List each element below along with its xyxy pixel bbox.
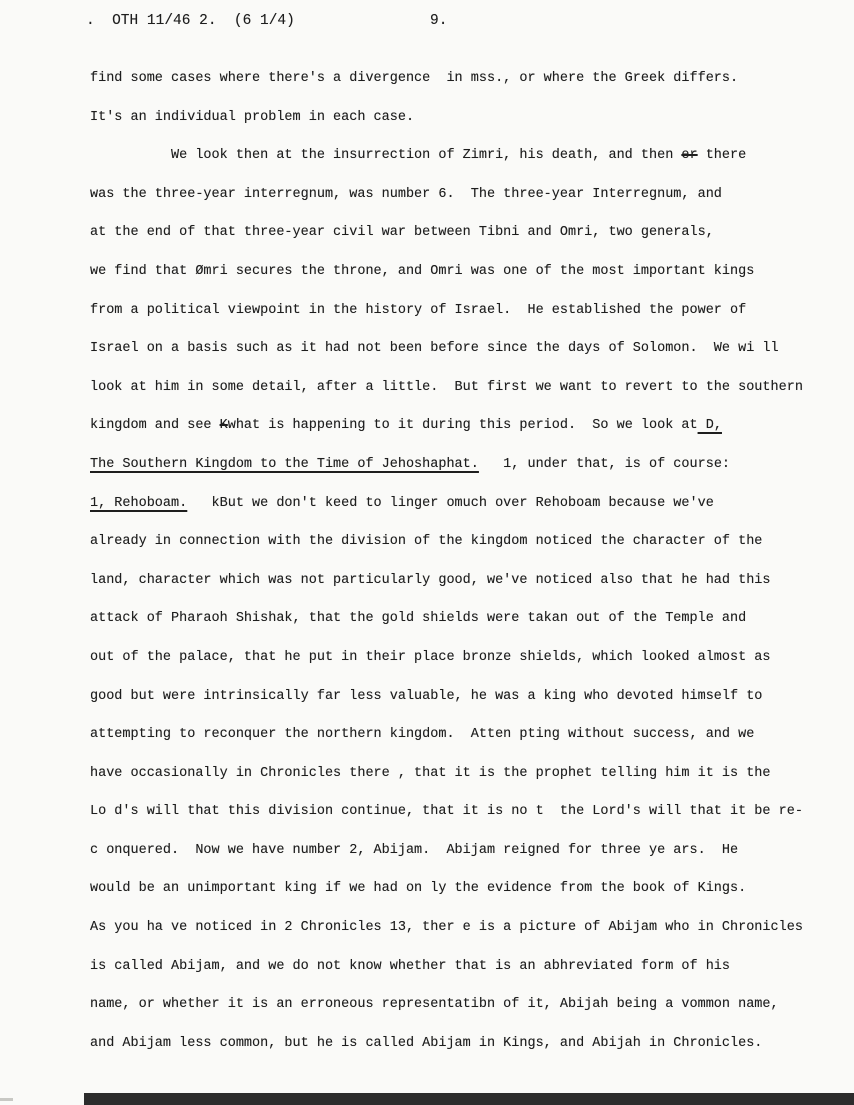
text-line [90, 793, 848, 832]
text-segment: what is happening to it during this period. So we look at [227, 418, 698, 434]
document-body [90, 60, 848, 1063]
text-segment: attack of Pharaoh Shishak, that the gold shields were takan out of the Temple and [90, 611, 747, 627]
text-segment: and Abijam less common, but he is called Abijam in Kings, and Abijah in Chronicles. [90, 1035, 763, 1051]
text-segment: name, or whether it is an erroneous representatibn of it, Abijah being a vommon name, [90, 997, 779, 1013]
text-segment: kBut we don't keed to linger omuch over Rehoboam because we've [187, 495, 714, 511]
text-segment: out of the palace, that he put in their place bronze shields, which looked almost as [90, 649, 771, 665]
text-line [90, 446, 848, 485]
text-segment: would be an unimportant king if we had on ly the evidence from the book of Kings. [90, 881, 747, 897]
text-segment: there [697, 148, 747, 164]
text-segment: was the three-year interregnum, was number 6. The three-year Interregnum, and [90, 186, 722, 202]
text-segment: We look then at the insurrection of Zimri, his death, and then [90, 148, 682, 164]
text-segment: already in connection with the division of the kingdom noticed the character of the [90, 534, 763, 550]
text-line [90, 330, 848, 369]
text-line [90, 137, 848, 176]
page-number: 9. [430, 13, 448, 29]
text-line [90, 60, 848, 99]
text-segment: have occasionally in Chronicles there , that it is the prophet telling him it is the [90, 765, 771, 781]
text-segment: kingdom and see [90, 418, 220, 434]
text-segment: find some cases where there's a divergence in mss., or where the Greek differs. [90, 71, 739, 86]
struck-out-text: er [681, 148, 698, 164]
text-line [90, 870, 848, 909]
text-line [90, 369, 848, 408]
text-line [90, 909, 848, 948]
text-segment: It's an individual problem in each case. [90, 109, 415, 125]
text-segment: attempting to reconquer the northern kingdom. Atten pting without success, and we [90, 727, 755, 743]
text-segment: land, character which was not particularly good, we've noticed also that he had this [90, 572, 771, 588]
text-line [90, 485, 848, 524]
text-line [90, 755, 848, 794]
text-segment: Israel on a basis such as it had not been before since the days of Solomon. We wi ll [90, 341, 779, 357]
text-segment: is called Abijam, and we do not know whether that is an abhreviated form of his [90, 958, 731, 974]
underlined-text: D, [697, 418, 722, 434]
text-segment: from a political viewpoint in the history of Israel. He established the power of [90, 302, 747, 318]
text-segment: 1, under that, is of course: [478, 456, 731, 472]
text-segment: As you ha ve noticed in 2 Chronicles 13, ther e is a picture of Abijam who in Chronicles [90, 920, 803, 936]
scan-margin-mark [0, 1098, 13, 1101]
text-line [90, 600, 848, 639]
text-line [90, 99, 848, 138]
scan-edge-artifact [84, 1093, 854, 1105]
text-segment: at the end of that three-year civil war between Tibni and Omri, two generals, [90, 225, 714, 241]
page-header [0, 13, 854, 39]
underlined-text: 1, Rehoboam. [90, 495, 188, 511]
text-line [90, 832, 848, 871]
header-reference: . OTH 11/46 2. (6 1/4) [86, 13, 295, 29]
text-line [90, 948, 848, 987]
text-segment: we find that Ømri secures the throne, and Omri was one of the most important kings [90, 263, 755, 279]
text-line [90, 292, 848, 331]
underlined-text: The Southern Kingdom to the Time of Jehoshaphat. [90, 456, 479, 472]
text-line [90, 678, 848, 717]
text-line [90, 716, 848, 755]
text-line [90, 639, 848, 678]
text-line [90, 562, 848, 601]
text-line [90, 176, 848, 215]
text-line [90, 986, 848, 1025]
text-line [90, 523, 848, 562]
text-line [90, 214, 848, 253]
text-line [90, 1025, 848, 1064]
struck-out-text: K [219, 418, 228, 434]
text-segment: look at him in some detail, after a little. But first we want to revert to the southern [90, 379, 803, 395]
text-segment: good but were intrinsically far less valuable, he was a king who devoted himself to [90, 688, 763, 704]
text-segment: c onquered. Now we have number 2, Abijam. Abijam reigned for three ye ars. He [90, 842, 739, 858]
text-segment: Lo d's will that this division continue, that it is no t the Lord's will that it be re- [90, 804, 803, 820]
text-line [90, 253, 848, 292]
text-line [90, 407, 848, 446]
